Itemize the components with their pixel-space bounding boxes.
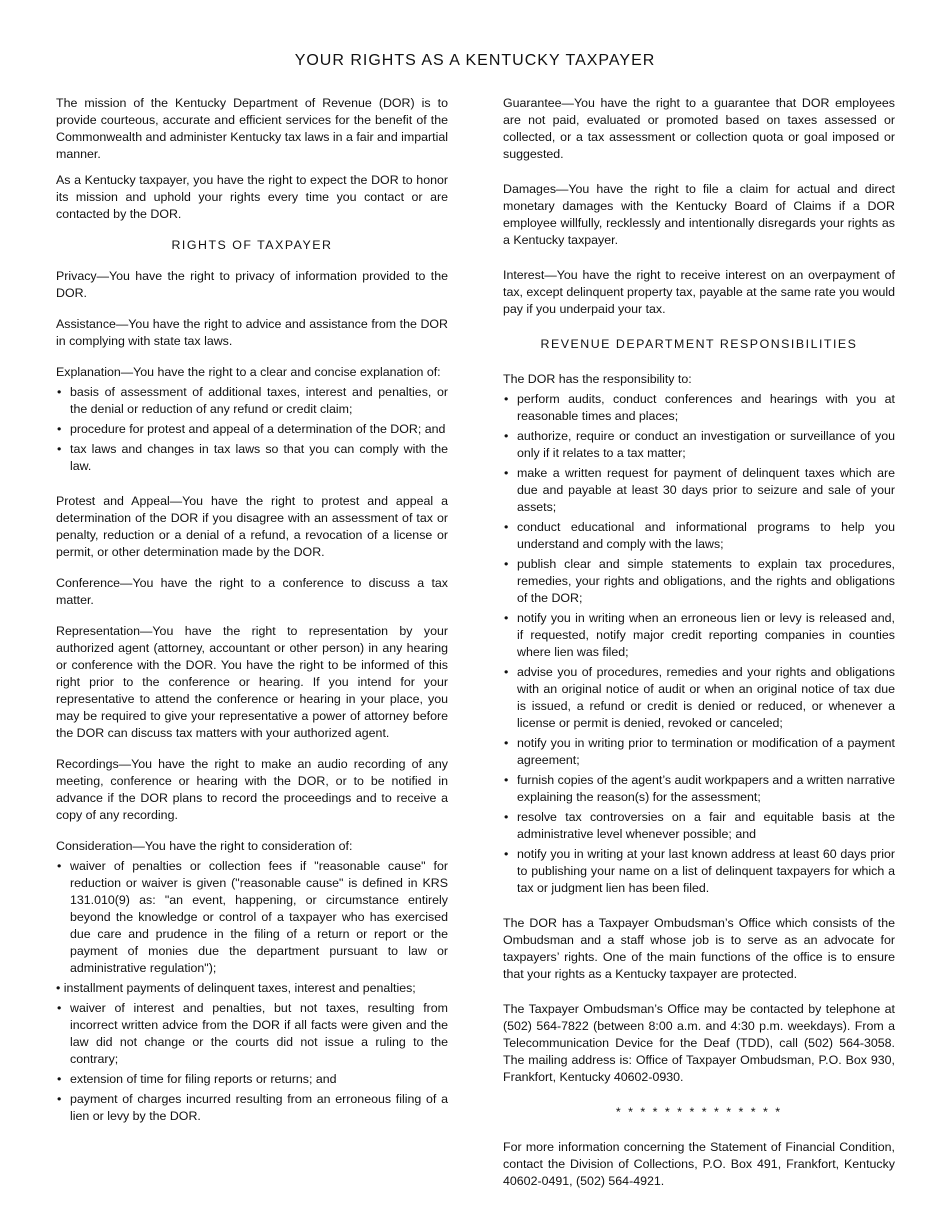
responsibilities-list bbox=[503, 391, 895, 897]
list-item: • installment payments of delinquent taxes, interest and penalties; bbox=[56, 981, 416, 995]
list-item: • advise you of procedures, remedies and your rights and obligations with an original notice of audit or when an original notice of tax due is issued, a refund or credit is denied or reduced, or whenever a license or permit is denied, revoked or canceled; bbox=[503, 664, 895, 732]
right-explanation: Explanation—You have the right to a clear and concise explanation of: bbox=[56, 365, 441, 379]
list-item: • extension of time for filing reports or returns; and bbox=[56, 1071, 448, 1088]
left-column bbox=[56, 95, 448, 1125]
list-item: • notify you in writing when an erroneous lien or levy is released and, if requested, notify major credit reporting companies in counties where lien was filed; bbox=[503, 610, 895, 661]
more-info: For more information concerning the Statement of Financial Condition, contact the Division of Collections, P.O. Box 491, Frankfort, Kentucky 40602-0491, (502) 564-4921. bbox=[503, 1140, 895, 1188]
right-recordings: Recordings—You have the right to make an audio recording of any meeting, conference or hearing with the DOR, or to be notified in advance if the DOR plans to record the proceedings and to receive a copy of any recording. bbox=[56, 757, 448, 822]
right-protest-appeal: Protest and Appeal—You have the right to protest and appeal a determination of the DOR if you disagree with an assessment of tax or penalty, reduction or a denial of a refund, a revocation of a license or permit, or other determination made by the DOR. bbox=[56, 494, 448, 559]
rights-heading: RIGHTS OF TAXPAYER bbox=[171, 238, 333, 252]
list-item: • perform audits, conduct conferences and hearings with you at reasonable times and places; bbox=[503, 391, 895, 425]
list-item: • waiver of interest and penalties, but not taxes, resulting from incorrect written advice from the DOR if all facts were given and the law did not change or the courts did not issue a ruling to the contrary; bbox=[56, 1000, 448, 1068]
list-item: • tax laws and changes in tax laws so that you can comply with the law. bbox=[56, 441, 448, 475]
right-damages: Damages—You have the right to file a claim for actual and direct monetary damages with the Kentucky Board of Claims if a DOR employee willfully, recklessly and intentionally disregards your rights as a Kentucky taxpayer. bbox=[503, 182, 895, 247]
consideration-list bbox=[56, 858, 448, 1125]
list-item: • payment of charges incurred resulting from an erroneous filing of a lien or levy by the DOR. bbox=[56, 1091, 448, 1125]
right-interest: Interest—You have the right to receive interest on an overpayment of tax, except delinquent property tax, payable at the same rate you would pay if you underpaid your tax. bbox=[503, 268, 895, 316]
list-item: • waiver of penalties or collection fees if "reasonable cause" for reduction or waiver is given ("reasonable cause" is defined in KRS 131.010(9) as: "an event, happening, or circumstance entirely beyond the knowledge or control of a taxpayer who has exercised due care and prudence in the filing of a return or report or the payment of monies due the department pursuant to law or administrative regulation"); bbox=[56, 858, 448, 977]
list-item: • make a written request for payment of delinquent taxes which are due and payable at least 30 days prior to seizure and sale of your assets; bbox=[503, 465, 895, 516]
list-item: • furnish copies of the agent’s audit workpapers and a written narrative explaining the reason(s) for the assessment; bbox=[503, 772, 895, 806]
right-guarantee: Guarantee—You have the right to a guarantee that DOR employees are not paid, evaluated or promoted based on taxes assessed or collected, or a tax assessment or collection quota or goal imposed or suggested. bbox=[503, 96, 895, 161]
ombudsman-office: The DOR has a Taxpayer Ombudsman’s Office which consists of the Ombudsman and a staff whose job is to serve as an advocate for taxpayers’ rights. One of the main functions of the office is to ensure that your rights as a Kentucky taxpayer are protected. bbox=[503, 916, 895, 981]
right-consideration: Consideration—You have the right to consideration of: bbox=[56, 839, 353, 853]
right-assistance: Assistance—You have the right to advice and assistance from the DOR in complying with state tax laws. bbox=[56, 317, 448, 348]
list-item: • conduct educational and informational programs to help you understand and comply with the laws; bbox=[503, 519, 895, 553]
page-title: YOUR RIGHTS AS A KENTUCKY TAXPAYER bbox=[294, 52, 656, 69]
responsibilities-heading: REVENUE DEPARTMENT RESPONSIBILITIES bbox=[540, 337, 858, 351]
right-conference: Conference—You have the right to a conference to discuss a tax matter. bbox=[56, 576, 448, 607]
separator-stars: * * * * * * * * * * * * * * bbox=[615, 1105, 783, 1119]
list-item: • basis of assessment of additional taxes, interest and penalties, or the denial or reduction of any refund or credit claim; bbox=[56, 384, 448, 418]
list-item: • resolve tax controversies on a fair and equitable basis at the administrative level whenever possible; and bbox=[503, 809, 895, 843]
explanation-list bbox=[56, 384, 448, 475]
list-item: • authorize, require or conduct an investigation or surveillance of you only if it relates to a tax matter; bbox=[503, 428, 895, 462]
right-column bbox=[503, 95, 895, 1190]
intro-mission: The mission of the Kentucky Department of Revenue (DOR) is to provide courteous, accurate and efficient services for the benefit of the Commonwealth and administer Kentucky tax laws in a fair and impartial manner. bbox=[56, 96, 448, 161]
list-item: • publish clear and simple statements to explain tax procedures, remedies, your rights and obligations, and the rights and obligations of the DOR; bbox=[503, 556, 895, 607]
intro-expectation: As a Kentucky taxpayer, you have the right to expect the DOR to honor its mission and uphold your rights every time you contact or are contacted by the DOR. bbox=[56, 173, 448, 221]
list-item: • procedure for protest and appeal of a determination of the DOR; and bbox=[56, 421, 448, 438]
responsibilities-intro: The DOR has the responsibility to: bbox=[503, 372, 692, 386]
right-representation: Representation—You have the right to representation by your authorized agent (attorney, accountant or other person) in any hearing or conference with the DOR. You have the right to be informed of this right prior to the conference or hearing. If you intend for your representative to attend the conference or hearing in your place, you may be required to give your representative a power of attorney before the DOR can discuss tax matters with your authorized agent. bbox=[56, 624, 448, 740]
ombudsman-contact: The Taxpayer Ombudsman’s Office may be contacted by telephone at (502) 564-7822 (between 8:00 a.m. and 4:30 p.m. weekdays). From a Telecommunication Device for the Deaf (TDD), call (502) 564-3058. The mailing address is: Office of Taxpayer Ombudsman, P.O. Box 930, Frankfort, Kentucky 40602-0930. bbox=[503, 1002, 895, 1084]
list-item: • notify you in writing at your last known address at least 60 days prior to publishing your name on a list of delinquent taxpayers for which a tax or judgment lien has been filed. bbox=[503, 846, 895, 897]
list-item: • notify you in writing prior to termination or modification of a payment agreement; bbox=[503, 735, 895, 769]
right-privacy: Privacy—You have the right to privacy of information provided to the DOR. bbox=[56, 269, 448, 300]
